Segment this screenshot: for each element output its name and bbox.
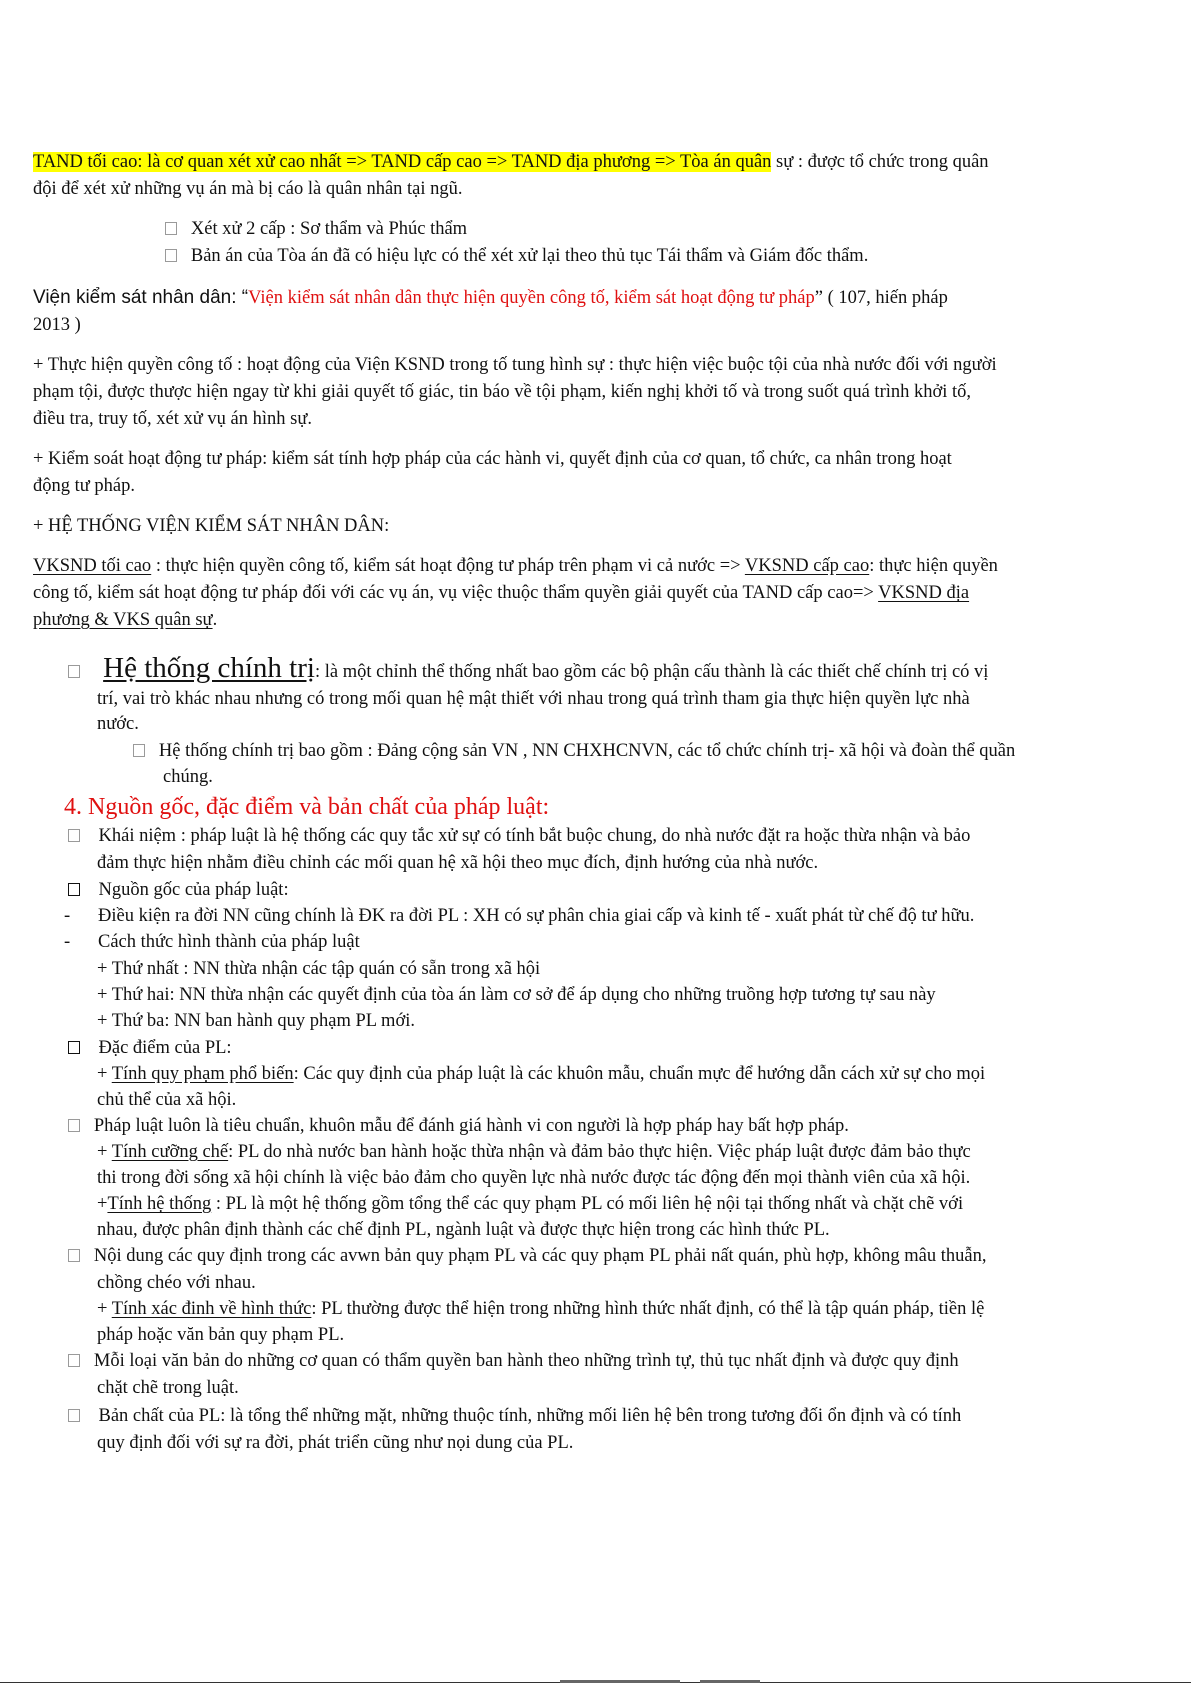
- political-system-title: Hệ thống chính trị: [103, 652, 315, 684]
- paragraph-line: điều tra, truy tố, xét xử vụ án hình sự.: [33, 409, 313, 429]
- vks-hierarchy-line-1: VKSND tối cao : thực hiện quyền công tố, kiểm sát hoạt động tư pháp trên phạm vi cả nước => VKSND cấp cao: thực hiện quyền: [33, 556, 998, 576]
- nature-item: Bản chất của PL: là tổng thể những mặt, những thuộc tính, những mối liên hệ bên trong tương đối ổn định và có tính: [68, 1405, 961, 1427]
- feature-line: + Tính cưỡng chế: PL do nhà nước ban hành hoặc thừa nhận và đảm bảo thực hiện. Việc pháp luật được đảm bảo thực: [97, 1142, 971, 1162]
- paragraph-line: đảm thực hiện nhằm điều chỉnh các mối quan hệ xã hội theo mục đích, định hướng của nhà nước.: [97, 853, 819, 873]
- text-run: sự : được tổ chức trong quân: [771, 152, 989, 172]
- section-4-heading: 4. Nguồn gốc, đặc điểm và bản chất của pháp luật:: [64, 794, 550, 820]
- paragraph-line: quy định đối với sự ra đời, phát triển cũng như nọi dung của PL.: [97, 1433, 574, 1453]
- checkbox-bullet-icon: [68, 665, 80, 678]
- bullet-item: Mỗi loại văn bản do những cơ quan có thẩm quyền ban hành theo những trình tự, thủ tục nhất định và được quy định: [68, 1350, 959, 1372]
- paragraph-line: chủ thể của xã hội.: [97, 1090, 237, 1110]
- vks-definition: Viện kiểm sát nhân dân: “Viện kiểm sát nhân dân thực hiện quyền công tố, kiểm sát hoạt động tư pháp” ( 107, hiến pháp: [33, 287, 948, 308]
- paragraph-line: + Kiểm soát hoạt động tư pháp: kiểm sát tính hợp pháp của các hành vi, quyết định của cơ quan, tổ chức, ca nhân trong hoạt: [33, 449, 952, 469]
- origin-item: Nguồn gốc của pháp luật:: [68, 879, 289, 901]
- checkbox-bullet-icon: [68, 1041, 80, 1054]
- checkbox-bullet-icon: [68, 1249, 80, 1262]
- page-bottom-artifact: [700, 1680, 760, 1683]
- political-system-item: Hệ thống chính trị: là một chỉnh thể thống nhất bao gồm các bộ phận cấu thành là các thiết chế chính trị có vị: [68, 652, 988, 688]
- paragraph-line: + Thứ ba: NN ban hành quy phạm PL mới.: [97, 1011, 415, 1031]
- dash-item: - Điều kiện ra đời NN cũng chính là ĐK ra đời PL : XH có sự phân chia giai cấp và kinh tế - xuất phát từ chế độ tư hữu.: [64, 906, 975, 926]
- paragraph-line: thi trong đời sống xã hội chính là việc bảo đảm cho quyền lực nhà nước được tác động đến mọi thành viên của xã hội.: [97, 1168, 971, 1188]
- paragraph-line: + Thực hiện quyền công tố : hoạt động của Viện KSND trong tố tung hình sự : thực hiện việc buộc tội của nhà nước đối với người: [33, 355, 997, 375]
- section-heading: + HỆ THỐNG VIỆN KIỂM SÁT NHÂN DÂN:: [33, 516, 390, 536]
- highlighted-text: TAND tối cao: là cơ quan xét xử cao nhất => TAND cấp cao => TAND địa phương => Tòa án quân: [33, 152, 772, 172]
- feature-line: + Tính quy phạm phổ biến: Các quy định của pháp luật là các khuôn mẫu, chuẩn mực để hướng dẫn cách xử sự cho mọi: [97, 1064, 986, 1084]
- checkbox-bullet-icon: [68, 883, 80, 896]
- paragraph-line: + Thứ nhất : NN thừa nhận các tập quán có sẵn trong xã hội: [97, 959, 541, 979]
- bullet-item: Bản án của Tòa án đã có hiệu lực có thể xét xử lại theo thủ tục Tái thẩm và Giám đốc thẩm.: [165, 245, 868, 267]
- tand-line-1: [33, 151, 989, 173]
- tand-line-2: đội để xét xử những vụ án mà bị cáo là quân nhân tại ngũ.: [33, 179, 463, 199]
- concept-item: Khái niệm : pháp luật là hệ thống các quy tắc xử sự có tính bắt buộc chung, do nhà nước đặt ra hoặc thừa nhận và bảo: [68, 825, 970, 847]
- vks-definition-cont: 2013 ): [33, 315, 81, 335]
- red-quote: Viện kiểm sát nhân dân thực hiện quyền công tố, kiểm sát hoạt động tư pháp: [248, 288, 815, 308]
- paragraph-line: chúng.: [163, 767, 213, 787]
- checkbox-bullet-icon: [68, 1354, 80, 1367]
- checkbox-bullet-icon: [165, 249, 177, 262]
- checkbox-bullet-icon: [68, 1409, 80, 1422]
- checkbox-bullet-icon: [68, 829, 80, 842]
- features-item: Đặc điểm của PL:: [68, 1037, 232, 1059]
- vks-hierarchy-line-3: phương & VKS quân sự.: [33, 610, 218, 630]
- dash-item: - Cách thức hình thành của pháp luật: [64, 932, 360, 952]
- paragraph-line: chặt chẽ trong luật.: [97, 1378, 239, 1398]
- page-bottom-artifact: [560, 1680, 680, 1683]
- checkbox-bullet-icon: [133, 744, 145, 757]
- paragraph-line: nhau, được phân định thành các chế định PL, ngành luật và được thực hiện trong các hình thức PL.: [97, 1220, 830, 1240]
- paragraph-line: pháp hoặc văn bản quy phạm PL.: [97, 1325, 345, 1345]
- checkbox-bullet-icon: [68, 1119, 80, 1132]
- bullet-item: Nội dung các quy định trong các avwn bản quy phạm PL và các quy phạm PL phải nất quán, phù hợp, không mâu thuẫn,: [68, 1245, 987, 1267]
- feature-line: + Tính xác đinh về hình thức: PL thường được thể hiện trong những hình thức nhất định, có thể là tập quán pháp, tiền lệ: [97, 1299, 985, 1319]
- bullet-item: Xét xử 2 cấp : Sơ thẩm và Phúc thẩm: [165, 218, 467, 240]
- paragraph-line: động tư pháp.: [33, 476, 136, 496]
- paragraph-line: phạm tội, được thược hiện ngay từ khi giải quyết tố giác, tin báo về tội phạm, kiến nghị khởi tố và trong suốt quá trình khởi tố,: [33, 382, 972, 402]
- feature-line: +Tính hệ thống : PL là một hệ thống gồm tổng thể các quy phạm PL có mối liên hệ nội tại thống nhất và chặt chẽ với: [97, 1194, 964, 1214]
- vks-hierarchy-line-2: công tố, kiểm sát hoạt động tư pháp đối với các vụ án, vụ việc thuộc thẩm quyền giải quyết của TAND cấp cao=> VKSND địa: [33, 583, 970, 603]
- paragraph-line: chồng chéo với nhau.: [97, 1273, 256, 1293]
- checkbox-bullet-icon: [165, 222, 177, 235]
- paragraph-line: nước.: [97, 714, 139, 734]
- bullet-item: Hệ thống chính trị bao gồm : Đảng cộng sản VN , NN CHXHCNVN, các tổ chức chính trị- xã hội và đoàn thể quần: [133, 740, 1015, 762]
- paragraph-line: + Thứ hai: NN thừa nhận các quyết định của tòa án làm cơ sở để áp dụng cho những truồng hợp tương tự sau này: [97, 985, 936, 1005]
- bullet-item: Pháp luật luôn là tiêu chuẩn, khuôn mẫu để đánh giá hành vi con người là hợp pháp hay bất hợp pháp.: [68, 1115, 849, 1137]
- paragraph-line: trí, vai trò khác nhau nhưng có trong mối quan hệ mật thiết với nhau trong quá trình tham gia thực hiện quyền lực nhà: [97, 689, 970, 709]
